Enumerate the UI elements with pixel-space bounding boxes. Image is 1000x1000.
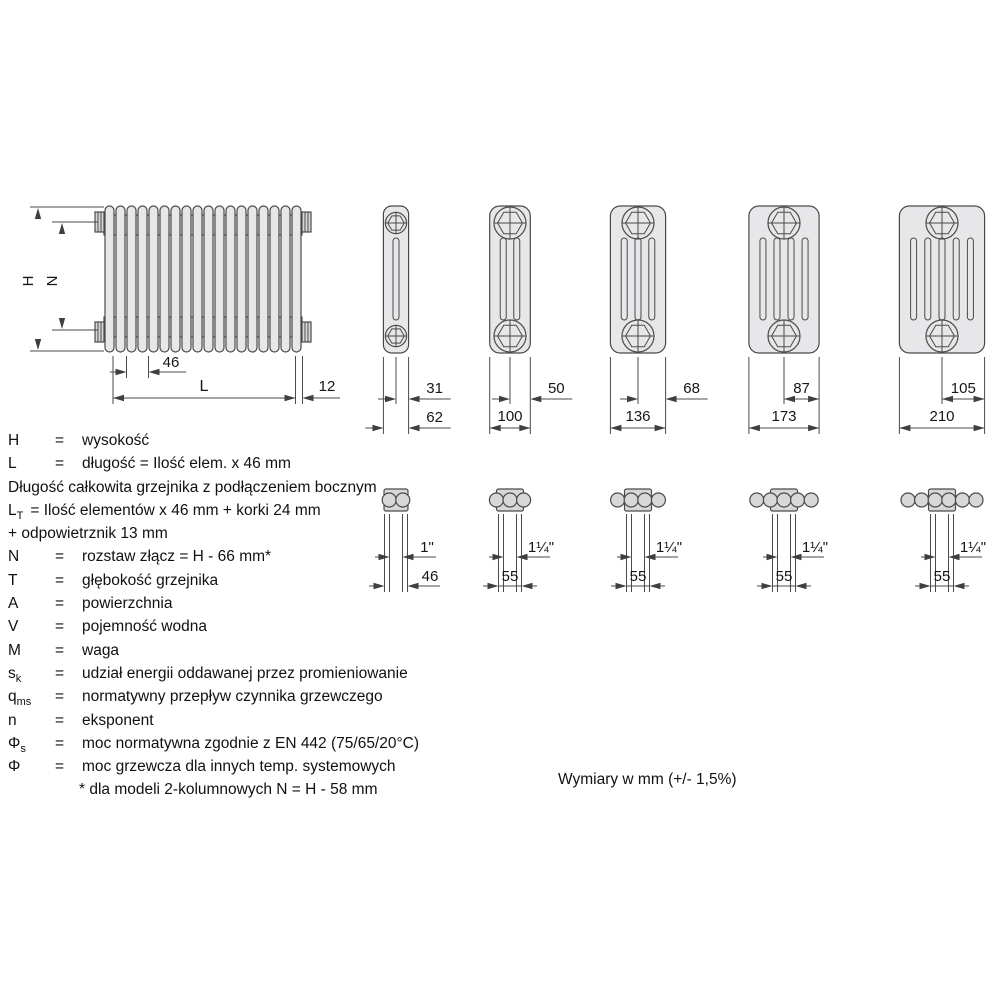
- legend-symbol: $\Phi_s$: [8, 734, 26, 755]
- legend-row: [8, 778, 419, 801]
- legend-symbol-subscript: T: [16, 509, 24, 522]
- legend-symbol: Φ: [8, 758, 21, 776]
- tube-circle: [777, 493, 791, 507]
- tube-circle: [489, 493, 503, 507]
- pitch-dim-label: 55: [629, 568, 647, 585]
- top-view-6-column: [901, 489, 986, 592]
- legend-row: [8, 639, 419, 662]
- legend-symbol: $L_T$: [8, 501, 24, 522]
- legend-symbol: N: [8, 548, 20, 566]
- legend-equals: =: [55, 688, 65, 706]
- radiator-tube: [160, 206, 169, 352]
- legend-symbol: A: [8, 595, 19, 613]
- legend-row: [8, 592, 419, 615]
- full-depth-dim-label: 136: [625, 408, 651, 425]
- legend-symbol-subscript: k: [15, 673, 22, 686]
- legend-symbol: M: [8, 641, 21, 659]
- legend-symbol: H: [8, 432, 20, 449]
- legend-text: eksponent: [82, 711, 154, 729]
- legend-text: wysokość: [82, 432, 150, 449]
- legend-equals: =: [55, 595, 65, 613]
- radiator-tube: [281, 206, 290, 352]
- legend-row: [8, 452, 419, 475]
- legend-row: [8, 732, 419, 755]
- radiator-plug: [95, 322, 104, 342]
- radiator-plug: [302, 322, 311, 342]
- top-view-4-column: [611, 489, 682, 592]
- tube-circle: [750, 493, 764, 507]
- tube-circle: [915, 493, 929, 507]
- full-depth-dim-label: 100: [497, 408, 523, 425]
- thread-dim-label: 1¼": [959, 539, 987, 556]
- legend-row: [8, 499, 419, 522]
- legend-symbol: n: [8, 711, 17, 729]
- legend-text: długość = Ilość elem. x 46 mm: [82, 455, 291, 473]
- front-view: [20, 206, 340, 404]
- legend-row: [8, 522, 419, 545]
- full-depth-dim-label: 173: [771, 408, 797, 425]
- legend-text: moc grzewcza dla innych temp. systemowych: [82, 758, 396, 776]
- radiator-tube: [182, 206, 191, 352]
- legend-text: + odpowietrznik 13 mm: [8, 525, 168, 543]
- half-depth-dim-label: 87: [793, 380, 810, 397]
- tube-circle: [517, 493, 531, 507]
- thread-dim-label: 1¼": [801, 539, 829, 556]
- legend-symbol: $q_{ms}$: [8, 688, 32, 709]
- legend-row: [8, 476, 419, 499]
- tube-circle: [969, 493, 983, 507]
- legend-symbol: V: [8, 618, 19, 636]
- legend-text: = Ilość elementów x 46 mm + korki 24 mm: [30, 501, 321, 519]
- pitch-dim-label: 46: [421, 568, 439, 585]
- end-dim-label: 12: [318, 378, 336, 395]
- radiator-tube: [204, 206, 213, 352]
- cross-section-3-column: [490, 206, 573, 434]
- top-view-3-column: [483, 489, 554, 592]
- legend-text: waga: [82, 641, 120, 659]
- tube-circle: [503, 493, 517, 507]
- radiator-tube: [138, 206, 147, 352]
- radiator-tube: [215, 206, 224, 352]
- legend-symbol-subscript: ms: [16, 696, 32, 709]
- legend-text: * dla modeli 2-kolumnowych N = H - 58 mm: [79, 781, 378, 799]
- radiator-tube: [149, 206, 158, 352]
- half-depth-dim-label: 105: [950, 380, 976, 397]
- pitch-dim-label: 55: [933, 568, 951, 585]
- height-dim-label: H: [20, 275, 37, 287]
- radiator-tube: [127, 206, 136, 352]
- tube-circle: [928, 493, 942, 507]
- radiator-tube: [171, 206, 180, 352]
- legend-row: [8, 545, 419, 568]
- legend-equals: =: [55, 641, 65, 659]
- legend-text: Długość całkowita grzejnika z podłączeniem bocznym: [8, 478, 377, 496]
- legend-symbol-subscript: s: [20, 742, 26, 755]
- half-depth-dim-label: 68: [683, 380, 700, 397]
- legend-equals: =: [55, 734, 65, 752]
- cross-section-2-column: [365, 206, 450, 434]
- legend-equals: =: [55, 758, 65, 776]
- legend-text: rozstaw złącz = H - 66 mm*: [82, 548, 272, 566]
- radiator-tube: [259, 206, 268, 352]
- legend: [8, 429, 419, 802]
- legend-text: normatywny przepływ czynnika grzewczego: [82, 688, 383, 706]
- length-dim-label: L: [199, 378, 209, 395]
- connection-spacing-dim-label: N: [44, 275, 61, 287]
- thread-dim-label: 1¼": [655, 539, 683, 556]
- tube-circle: [763, 493, 777, 507]
- radiator-tube: [270, 206, 279, 352]
- tube-circle: [611, 493, 625, 507]
- radiator-tube: [105, 206, 114, 352]
- legend-row: [8, 685, 419, 708]
- cross-section-6-column: [899, 206, 984, 434]
- tube-circle: [638, 493, 652, 507]
- legend-equals: =: [55, 548, 65, 566]
- legend-row: [8, 755, 419, 778]
- legend-text: powierzchnia: [82, 595, 173, 613]
- legend-symbol: L: [8, 455, 17, 473]
- half-depth-dim-label: 31: [426, 380, 443, 397]
- element-pitch-dim-label: 46: [162, 354, 180, 371]
- radiator-tube: [248, 206, 257, 352]
- tube-circle: [942, 493, 956, 507]
- tube-circle: [955, 493, 969, 507]
- legend-text: udział energii oddawanej przez promieniowanie: [82, 664, 408, 682]
- tube-circle: [791, 493, 805, 507]
- legend-row: [8, 662, 419, 685]
- legend-text: pojemność wodna: [82, 618, 207, 636]
- radiator-tube: [193, 206, 202, 352]
- legend-equals: =: [55, 618, 65, 636]
- thread-dim-label: 1¼": [527, 539, 555, 556]
- legend-symbol: T: [8, 571, 18, 589]
- legend-text: moc normatywna zgodnie z EN 442 (75/65/20°C): [82, 734, 420, 752]
- legend-row: [8, 569, 419, 592]
- tube-circle: [624, 493, 638, 507]
- pitch-dim-label: 55: [501, 568, 519, 585]
- legend-row: [8, 429, 419, 452]
- pitch-dim-label: 55: [775, 568, 793, 585]
- full-depth-dim-label: 62: [426, 409, 443, 426]
- tube-circle: [804, 493, 818, 507]
- radiator-tube: [292, 206, 301, 352]
- top-view-5-column: [750, 489, 828, 592]
- radiator-tube: [237, 206, 246, 352]
- tube-circle: [651, 493, 665, 507]
- radiator-tube: [226, 206, 235, 352]
- tube-circle: [901, 493, 915, 507]
- legend-row: [8, 615, 419, 638]
- legend-equals: =: [55, 664, 65, 682]
- full-depth-dim-label: 210: [929, 408, 955, 425]
- radiator-plug: [302, 212, 311, 232]
- legend-equals: =: [55, 571, 65, 589]
- cross-section-4-column: [610, 206, 707, 434]
- legend-symbol: $s_k$: [8, 664, 22, 686]
- legend-equals: =: [55, 455, 65, 473]
- cross-section-5-column: [749, 206, 819, 434]
- half-depth-dim-label: 50: [547, 380, 565, 397]
- legend-row: [8, 709, 419, 732]
- legend-text: głębokość grzejnika: [82, 571, 219, 589]
- dimensions-note: Wymiary w mm (+/- 1,5%): [558, 771, 737, 788]
- legend-equals: =: [55, 432, 65, 449]
- thread-dim-label: 1": [420, 539, 434, 556]
- legend-equals: =: [55, 711, 65, 729]
- radiator-tube: [116, 206, 125, 352]
